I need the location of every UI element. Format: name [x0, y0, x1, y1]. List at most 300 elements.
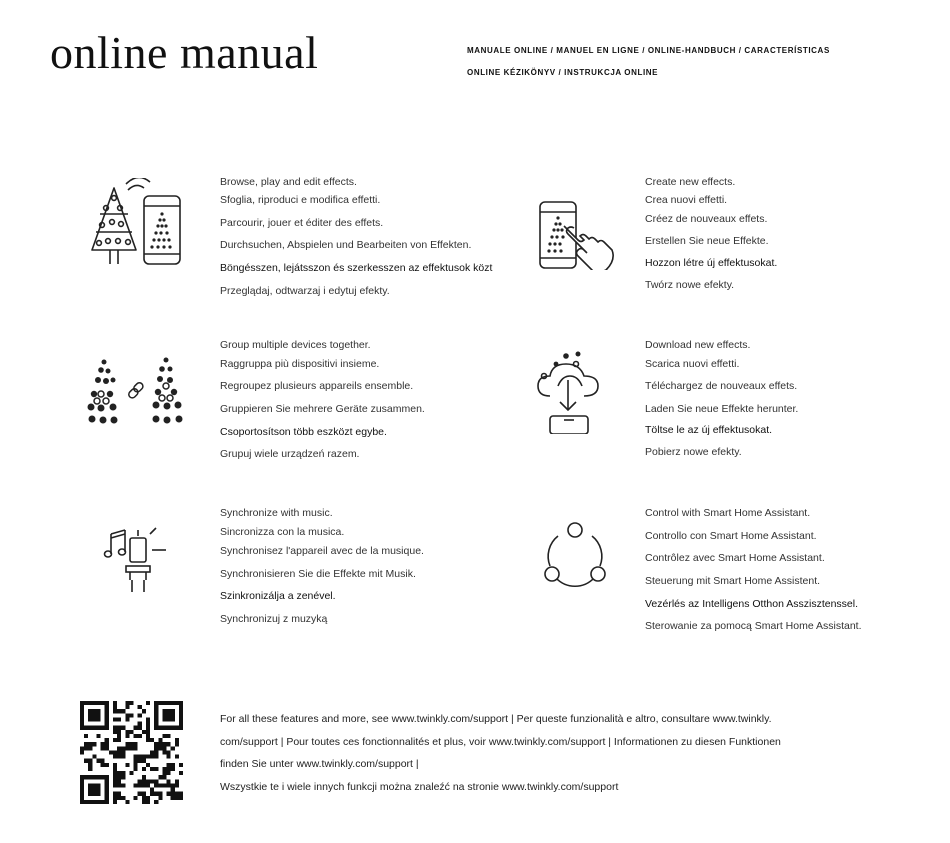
qr-module [125, 717, 129, 721]
qr-module [175, 738, 179, 742]
qr-module [179, 713, 183, 717]
qr-module [101, 701, 105, 705]
qr-module [129, 701, 133, 705]
qr-module [171, 767, 175, 771]
qr-module [125, 763, 129, 767]
qr-module [88, 713, 92, 717]
qr-module [92, 800, 96, 804]
qr-module [105, 746, 109, 750]
qr-module [96, 713, 100, 717]
cloud-download-icon [536, 350, 602, 434]
qr-module [125, 734, 129, 738]
qr-module [125, 730, 129, 734]
qr-module [146, 783, 150, 787]
qr-module [150, 755, 154, 759]
qr-module [92, 717, 96, 721]
qr-module [162, 742, 166, 746]
qr-module [175, 726, 179, 730]
qr-module [125, 701, 129, 705]
feature-line: Synchronize with music. [220, 507, 333, 519]
qr-code[interactable] [80, 701, 183, 804]
feature-line: Contrôlez avec Smart Home Assistant. [645, 552, 825, 564]
feature-line: Raggruppa più dispositivi insieme. [220, 358, 380, 370]
qr-module [146, 755, 150, 759]
qr-module [121, 750, 125, 754]
qr-module [162, 717, 166, 721]
qr-module [84, 759, 88, 763]
feature-line: Téléchargez de nouveaux effets. [645, 380, 798, 392]
qr-module [162, 750, 166, 754]
qr-module [88, 775, 92, 779]
linked-trees-icon [86, 356, 186, 428]
qr-module [92, 783, 96, 787]
qr-module [138, 755, 142, 759]
qr-module [158, 746, 162, 750]
qr-module [158, 796, 162, 800]
qr-module [117, 730, 121, 734]
footer-line: For all these features and more, see www.twinkly.com/support | Per queste funzionalità e altro, consultare www.twinkly. [220, 713, 772, 725]
feature-line: Controllo con Smart Home Assistant. [645, 530, 817, 542]
qr-module [167, 709, 171, 713]
qr-module [134, 796, 138, 800]
qr-module [179, 722, 183, 726]
qr-module [113, 730, 117, 734]
feature-line: Sterowanie za pomocą Smart Home Assistant. [645, 620, 862, 632]
qr-module [138, 705, 142, 709]
qr-module [113, 750, 117, 754]
feature-line: Grupuj wiele urządzeń razem. [220, 448, 360, 460]
qr-module [150, 750, 154, 754]
qr-module [84, 701, 88, 705]
qr-module [121, 746, 125, 750]
qr-module [154, 779, 158, 783]
qr-module [121, 726, 125, 730]
qr-module [109, 750, 113, 754]
qr-module [96, 775, 100, 779]
qr-module [96, 701, 100, 705]
qr-module [134, 755, 138, 759]
qr-module [142, 783, 146, 787]
qr-module [105, 722, 109, 726]
qr-module [117, 779, 121, 783]
qr-module [113, 701, 117, 705]
qr-module [154, 767, 158, 771]
qr-module [80, 792, 84, 796]
feature-line: Gruppieren Sie mehrere Geräte zusammen. [220, 403, 425, 415]
qr-module [101, 800, 105, 804]
qr-module [121, 771, 125, 775]
qr-module [92, 792, 96, 796]
qr-module [88, 792, 92, 796]
qr-module [80, 722, 84, 726]
qr-module [158, 783, 162, 787]
qr-module [150, 738, 154, 742]
footer-line: Wszystkie te i wiele innych funkcji można znaleźć na stronie www.twinkly.com/support [220, 780, 619, 793]
qr-module [84, 800, 88, 804]
qr-module [80, 796, 84, 800]
qr-module [134, 783, 138, 787]
qr-module [113, 779, 117, 783]
qr-module [158, 792, 162, 796]
qr-module [121, 796, 125, 800]
qr-module [105, 792, 109, 796]
qr-module [146, 730, 150, 734]
feature-line: Sfoglia, riproduci e modifica effetti. [220, 194, 381, 206]
qr-module [171, 709, 175, 713]
qr-module [101, 759, 105, 763]
qr-module [84, 734, 88, 738]
qr-module [171, 713, 175, 717]
qr-module [105, 779, 109, 783]
qr-module [150, 788, 154, 792]
qr-module [92, 788, 96, 792]
qr-module [113, 796, 117, 800]
feature-line: Parcourir, jouer et éditer des effets. [220, 217, 384, 229]
qr-module [142, 792, 146, 796]
qr-module [84, 742, 88, 746]
qr-module [113, 755, 117, 759]
qr-module [179, 717, 183, 721]
qr-module [162, 746, 166, 750]
qr-module [105, 717, 109, 721]
qr-module [146, 722, 150, 726]
qr-module [162, 709, 166, 713]
qr-module [117, 738, 121, 742]
qr-module [167, 779, 171, 783]
qr-module [88, 701, 92, 705]
qr-module [113, 767, 117, 771]
qr-module [117, 750, 121, 754]
qr-module [105, 701, 109, 705]
qr-module [117, 709, 121, 713]
qr-module [146, 796, 150, 800]
qr-module [92, 713, 96, 717]
qr-module [117, 796, 121, 800]
qr-module [80, 726, 84, 730]
language-line: MANUALE ONLINE / MANUEL EN LIGNE / ONLINE-HANDBUCH / CARACTERÍSTICAS [467, 46, 830, 55]
qr-module [142, 730, 146, 734]
qr-module [88, 800, 92, 804]
qr-module [117, 783, 121, 787]
qr-module [154, 713, 158, 717]
qr-module [171, 717, 175, 721]
qr-module [134, 742, 138, 746]
qr-module [105, 705, 109, 709]
qr-module [146, 734, 150, 738]
qr-module [171, 792, 175, 796]
tree-phone-icon [88, 178, 188, 270]
qr-module [154, 701, 158, 705]
qr-module [105, 796, 109, 800]
feature-line: Scarica nuovi effetti. [645, 358, 740, 370]
qr-module [80, 717, 84, 721]
qr-module [175, 783, 179, 787]
qr-module [167, 763, 171, 767]
qr-module [92, 755, 96, 759]
feature-line: Crea nuovi effetti. [645, 194, 728, 206]
qr-module [154, 722, 158, 726]
qr-module [142, 759, 146, 763]
qr-module [146, 726, 150, 730]
qr-module [138, 759, 142, 763]
qr-module [167, 771, 171, 775]
qr-module [134, 746, 138, 750]
qr-module [179, 701, 183, 705]
qr-module [138, 722, 142, 726]
qr-module [167, 755, 171, 759]
qr-module [138, 792, 142, 796]
footer-line: com/support | Pour toutes ces fonctionnalités et plus, voir www.twinkly.com/support | Informationen zu diesen Funktionen [220, 735, 781, 748]
language-list [467, 40, 907, 84]
qr-module [105, 738, 109, 742]
qr-module [113, 775, 117, 779]
qr-module [175, 742, 179, 746]
qr-module [101, 742, 105, 746]
feature-line: Steuerung mit Smart Home Assistent. [645, 575, 821, 587]
qr-module [96, 759, 100, 763]
qr-module [146, 779, 150, 783]
qr-module [101, 763, 105, 767]
qr-module [142, 755, 146, 759]
qr-module [80, 779, 84, 783]
qr-module [167, 792, 171, 796]
feature-line: Control with Smart Home Assistant. [645, 507, 811, 519]
qr-module [171, 701, 175, 705]
qr-module [96, 788, 100, 792]
qr-module [113, 763, 117, 767]
qr-module [154, 746, 158, 750]
qr-module [158, 775, 162, 779]
qr-module [167, 713, 171, 717]
qr-module [138, 713, 142, 717]
qr-module [117, 792, 121, 796]
qr-module [167, 734, 171, 738]
qr-module [88, 788, 92, 792]
qr-module [84, 746, 88, 750]
qr-module [142, 800, 146, 804]
qr-module [92, 726, 96, 730]
qr-module [92, 775, 96, 779]
feature-line: Przeglądaj, odtwarzaj i edytuj efekty. [220, 285, 390, 297]
qr-module [167, 701, 171, 705]
qr-module [146, 738, 150, 742]
qr-module [129, 713, 133, 717]
feature-line: Hozzon létre új effektusokat. [645, 257, 778, 269]
qr-module [117, 755, 121, 759]
qr-module [113, 792, 117, 796]
qr-module [105, 726, 109, 730]
qr-module [125, 746, 129, 750]
qr-module [88, 746, 92, 750]
qr-module [167, 767, 171, 771]
qr-module [117, 771, 121, 775]
qr-module [105, 788, 109, 792]
qr-module [96, 783, 100, 787]
qr-module [179, 796, 183, 800]
qr-module [101, 726, 105, 730]
qr-module [134, 759, 138, 763]
qr-module [167, 742, 171, 746]
qr-module [179, 705, 183, 709]
music-sync-icon [100, 520, 172, 596]
qr-module [154, 783, 158, 787]
qr-module [125, 800, 129, 804]
qr-module [179, 771, 183, 775]
qr-module [134, 767, 138, 771]
qr-module [80, 788, 84, 792]
qr-module [117, 746, 121, 750]
qr-module [167, 726, 171, 730]
qr-module [105, 713, 109, 717]
qr-module [179, 763, 183, 767]
qr-module [125, 742, 129, 746]
qr-module [96, 792, 100, 796]
qr-module [121, 775, 125, 779]
qr-module [117, 726, 121, 730]
qr-module [129, 730, 133, 734]
qr-module [129, 742, 133, 746]
qr-module [125, 705, 129, 709]
feature-line: Böngésszen, lejátsszon és szerkesszen az effektusok közt [220, 262, 493, 274]
qr-module [96, 709, 100, 713]
qr-module [179, 726, 183, 730]
feature-line: Synchronisieren Sie die Effekte mit Musik. [220, 568, 416, 580]
qr-module [105, 783, 109, 787]
phone-touch-icon [538, 198, 618, 270]
qr-module [162, 713, 166, 717]
qr-module [134, 763, 138, 767]
qr-module [101, 746, 105, 750]
qr-module [88, 763, 92, 767]
qr-module [171, 746, 175, 750]
qr-module [162, 767, 166, 771]
qr-module [175, 755, 179, 759]
feature-line: Csoportosítson több eszközt egybe. [220, 426, 387, 438]
qr-module [138, 779, 142, 783]
feature-line: Töltse le az új effektusokat. [645, 424, 773, 436]
qr-module [80, 775, 84, 779]
qr-module [113, 738, 117, 742]
qr-module [167, 717, 171, 721]
qr-module [80, 750, 84, 754]
qr-module [96, 726, 100, 730]
footer-line: finden Sie unter www.twinkly.com/support | [220, 758, 419, 770]
qr-module [92, 742, 96, 746]
qr-module [162, 771, 166, 775]
feature-line: Download new effects. [645, 339, 751, 351]
qr-module [88, 759, 92, 763]
qr-module [129, 771, 133, 775]
qr-module [154, 717, 158, 721]
qr-module [92, 709, 96, 713]
qr-module [146, 701, 150, 705]
qr-module [121, 755, 125, 759]
qr-module [88, 726, 92, 730]
qr-module [150, 792, 154, 796]
qr-module [80, 713, 84, 717]
qr-module [154, 800, 158, 804]
qr-module [96, 800, 100, 804]
qr-module [171, 796, 175, 800]
page-title: online manual [50, 27, 319, 78]
qr-module [154, 750, 158, 754]
qr-module [142, 796, 146, 800]
qr-module [84, 726, 88, 730]
qr-module [80, 746, 84, 750]
qr-module [154, 755, 158, 759]
qr-module [158, 742, 162, 746]
qr-module [171, 726, 175, 730]
qr-module [146, 763, 150, 767]
qr-module [158, 701, 162, 705]
qr-module [154, 742, 158, 746]
feature-line: Synchronizuj z muzyką [220, 613, 328, 625]
qr-module [121, 783, 125, 787]
qr-module [162, 726, 166, 730]
feature-line: Erstellen Sie neue Effekte. [645, 235, 769, 247]
feature-line: Pobierz nowe efekty. [645, 446, 742, 458]
feature-line: Regroupez plusieurs appareils ensemble. [220, 380, 414, 392]
qr-module [88, 767, 92, 771]
feature-line: Créez de nouveaux effets. [645, 213, 768, 225]
qr-module [171, 783, 175, 787]
qr-module [142, 767, 146, 771]
qr-module [96, 717, 100, 721]
feature-line: Twórz nowe efekty. [645, 279, 735, 291]
qr-module [138, 734, 142, 738]
qr-module [175, 701, 179, 705]
feature-line: Create new effects. [645, 176, 736, 188]
qr-module [105, 742, 109, 746]
language-line: ONLINE KÉZIKÖNYV / INSTRUKCJA ONLINE [467, 68, 659, 77]
qr-module [175, 792, 179, 796]
qr-module [88, 717, 92, 721]
qr-module [113, 771, 117, 775]
qr-module [88, 709, 92, 713]
qr-module [154, 792, 158, 796]
qr-module [154, 705, 158, 709]
qr-module [88, 742, 92, 746]
feature-line: Durchsuchen, Abspielen und Bearbeiten von Effekten. [220, 239, 472, 251]
footer-text [220, 708, 910, 798]
qr-module [162, 783, 166, 787]
smart-home-icon [542, 522, 608, 588]
qr-module [84, 775, 88, 779]
qr-module [117, 775, 121, 779]
qr-module [117, 734, 121, 738]
qr-module [80, 800, 84, 804]
qr-module [142, 775, 146, 779]
qr-module [154, 709, 158, 713]
qr-module [146, 717, 150, 721]
qr-module [113, 717, 117, 721]
qr-module [138, 783, 142, 787]
qr-module [175, 779, 179, 783]
feature-line: Sincronizza con la musica. [220, 526, 345, 538]
qr-module [150, 767, 154, 771]
qr-module [113, 726, 117, 730]
qr-module [105, 763, 109, 767]
feature-line: Szinkronizálja a zenével. [220, 590, 336, 602]
qr-module [179, 709, 183, 713]
qr-module [113, 783, 117, 787]
qr-module [179, 792, 183, 796]
qr-module [80, 783, 84, 787]
qr-module [105, 800, 109, 804]
qr-module [142, 779, 146, 783]
qr-module [80, 701, 84, 705]
qr-module [113, 709, 117, 713]
